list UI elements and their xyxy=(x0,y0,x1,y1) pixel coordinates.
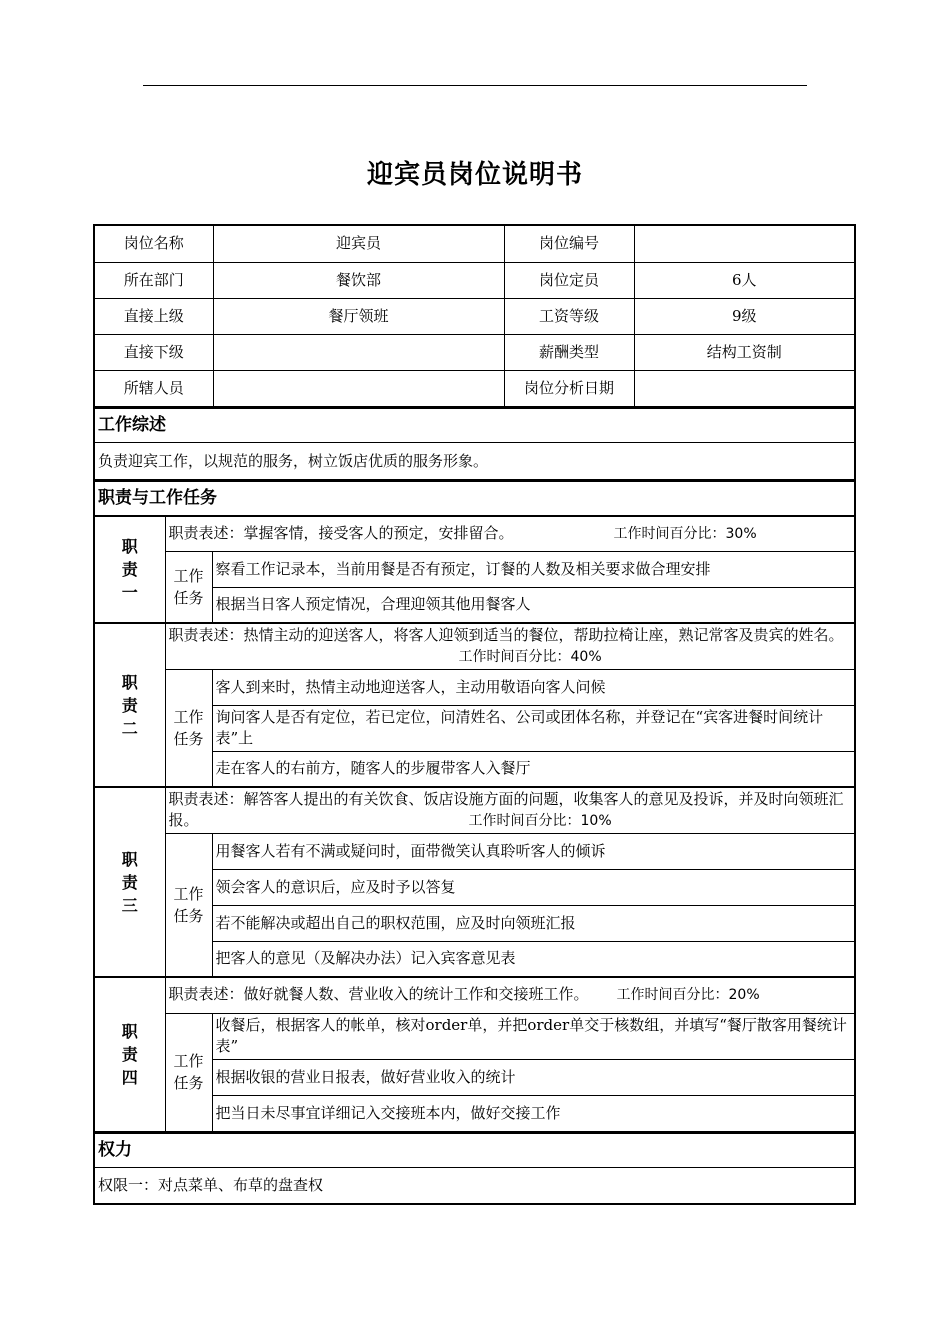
field-label: 直接下级 xyxy=(95,334,213,370)
duties-section xyxy=(95,480,854,1132)
field-label: 所辖人员 xyxy=(95,370,213,406)
field-label: 工资等级 xyxy=(504,298,634,334)
task-item: 若不能解决或超出自己的职权范围，应及时向领班汇报 xyxy=(212,905,854,941)
field-label: 所在部门 xyxy=(95,262,213,298)
task-item: 根据收银的营业日报表，做好营业收入的统计 xyxy=(212,1059,854,1095)
info-row xyxy=(95,370,854,406)
authority-item: 权限一：对点菜单、布草的盘查权 xyxy=(95,1168,854,1203)
work-summary-section xyxy=(95,407,854,481)
task-label: 工作 任务 xyxy=(165,551,212,623)
info-row xyxy=(95,226,854,262)
task-row xyxy=(95,833,854,869)
task-item: 走在客人的右前方，随客人的步履带客人入餐厅 xyxy=(212,751,854,787)
section-heading: 职责与工作任务 xyxy=(95,481,854,516)
field-value: 迎宾员 xyxy=(213,226,504,262)
task-label: 工作 任务 xyxy=(165,1013,212,1131)
duty-row xyxy=(95,787,854,833)
duty-label: 职 责 一 xyxy=(95,516,165,623)
section-heading: 权力 xyxy=(95,1133,854,1168)
duty-label: 职 责 二 xyxy=(95,623,165,787)
info-row xyxy=(95,298,854,334)
section-heading: 工作综述 xyxy=(95,408,854,443)
duty-description: 职责表述：热情主动的迎送客人，将客人迎领到适当的餐位，帮助拉椅让座，熟记常客及贵宾的姓名。工作时间百分比：40% xyxy=(165,623,854,669)
task-item: 询问客人是否有定位，若已定位，问清姓名、公司或团体名称，并登记在“宾客进餐时间统计表”上 xyxy=(212,705,854,751)
task-item: 用餐客人若有不满或疑问时，面带微笑认真聆听客人的倾诉 xyxy=(212,833,854,869)
field-label: 直接上级 xyxy=(95,298,213,334)
job-description-sheet xyxy=(93,224,856,1205)
document-title: 迎宾员岗位说明书 xyxy=(366,160,583,190)
info-row xyxy=(95,334,854,370)
field-value: 餐厅领班 xyxy=(213,298,504,334)
field-value xyxy=(634,370,854,406)
field-value: 6人 xyxy=(634,262,854,298)
duty-row xyxy=(95,623,854,669)
task-label: 工作 任务 xyxy=(165,669,212,787)
task-label: 工作 任务 xyxy=(165,833,212,977)
time-percentage: 工作时间百分比：40% xyxy=(458,648,602,665)
task-item: 领会客人的意识后，应及时予以答复 xyxy=(212,869,854,905)
field-label: 岗位定员 xyxy=(504,262,634,298)
field-value: 结构工资制 xyxy=(634,334,854,370)
field-label: 岗位名称 xyxy=(95,226,213,262)
duty-description: 职责表述：掌握客情，接受客人的预定，安排留合。 工作时间百分比：30% xyxy=(165,516,854,551)
field-value xyxy=(213,334,504,370)
duty-row xyxy=(95,977,854,1013)
task-item: 客人到来时，热情主动地迎送客人，主动用敬语向客人问候 xyxy=(212,669,854,705)
field-label: 岗位编号 xyxy=(504,226,634,262)
task-item: 把当日未尽事宜详细记入交接班本内，做好交接工作 xyxy=(212,1095,854,1131)
duty-row xyxy=(95,516,854,551)
header-rule xyxy=(143,85,807,86)
duty-description: 职责表述：做好就餐人数、营业收入的统计工作和交接班工作。 工作时间百分比：20% xyxy=(165,977,854,1013)
field-label: 薪酬类型 xyxy=(504,334,634,370)
field-value xyxy=(213,370,504,406)
field-value: 9级 xyxy=(634,298,854,334)
task-item: 根据当日客人预定情况，合理迎领其他用餐客人 xyxy=(212,587,854,623)
duty-label: 职 责 四 xyxy=(95,977,165,1131)
task-row xyxy=(95,1013,854,1059)
field-value xyxy=(634,226,854,262)
task-item: 收餐后，根据客人的帐单，核对order单，并把order单交于核数组，并填写“餐厅散客用餐统计表” xyxy=(212,1013,854,1059)
time-percentage: 工作时间百分比：30% xyxy=(613,525,757,542)
position-info-table xyxy=(95,226,854,407)
task-row xyxy=(95,669,854,705)
field-label: 岗位分析日期 xyxy=(504,370,634,406)
task-row xyxy=(95,551,854,587)
field-value: 餐饮部 xyxy=(213,262,504,298)
info-row xyxy=(95,262,854,298)
authority-section xyxy=(95,1132,854,1203)
task-item: 察看工作记录本，当前用餐是否有预定，订餐的人数及相关要求做合理安排 xyxy=(212,551,854,587)
task-item: 把客人的意见（及解决办法）记入宾客意见表 xyxy=(212,941,854,977)
duty-label: 职 责 三 xyxy=(95,787,165,977)
duty-description: 职责表述：解答客人提出的有关饮食、饭店设施方面的问题，收集客人的意见及投诉，并及时向领班汇报。 工作时间百分比：10% xyxy=(165,787,854,833)
time-percentage: 工作时间百分比：20% xyxy=(616,987,760,1004)
time-percentage: 工作时间百分比：10% xyxy=(468,812,612,829)
summary-text: 负责迎宾工作，以规范的服务，树立饭店优质的服务形象。 xyxy=(95,443,854,480)
